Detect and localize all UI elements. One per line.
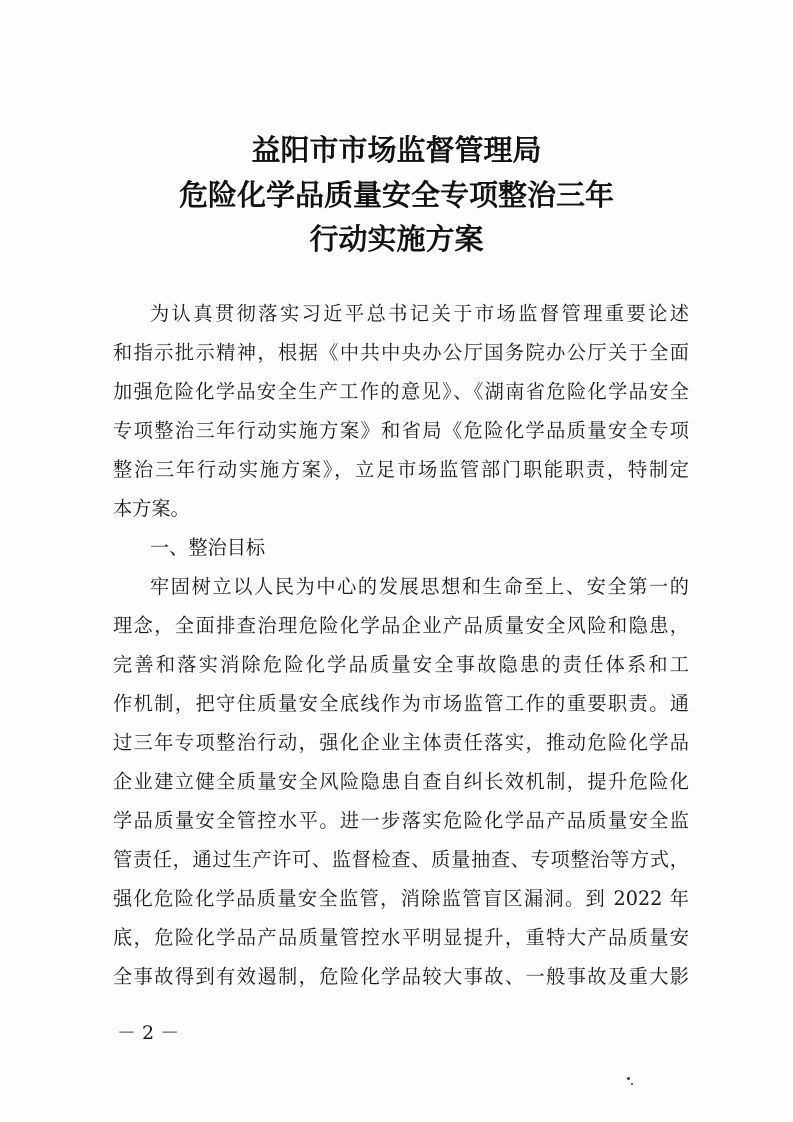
body-line: 学品质量安全管控水平。进一步落实危险化学品产品质量安全监 xyxy=(113,809,689,832)
scan-speck xyxy=(627,1077,630,1080)
intro-line: 本方案。 xyxy=(113,497,190,520)
title-line-2: 危险化学品质量安全专项整治三年 xyxy=(178,178,614,212)
body-line: 管责任，通过生产许可、监督检查、质量抽查、专项整治等方式， xyxy=(113,848,689,871)
body-line: 牢固树立以人民为中心的发展思想和生命至上、安全第一的 xyxy=(150,575,689,598)
intro-line: 整治三年行动实施方案》，立足市场监管部门职能职责，特制定 xyxy=(113,458,689,481)
body-line: 企业建立健全质量安全风险隐患自查自纠长效机制，提升危险化 xyxy=(113,770,689,793)
title-line-1: 益阳市市场监督管理局 xyxy=(251,133,542,167)
body-line: 作机制，把守住质量安全底线作为市场监管工作的重要职责。通 xyxy=(113,692,689,715)
title-line-3: 行动实施方案 xyxy=(309,222,484,256)
section-heading: 一、整治目标 xyxy=(150,536,266,559)
body-line: 底，危险化学品产品质量管控水平明显提升，重特大产品质量安 xyxy=(113,926,689,949)
body-line: 过三年专项整治行动，强化企业主体责任落实，推动危险化学品 xyxy=(113,731,689,754)
body-line: 强化危险化学品质量安全监管，消除监管盲区漏洞。到 2022 年 xyxy=(113,887,689,910)
page-number: － 2 － xyxy=(117,1022,180,1044)
scan-speck xyxy=(631,1083,633,1085)
intro-line: 加强危险化学品安全生产工作的意见》、《湖南省危险化学品安全 xyxy=(113,380,689,403)
body-line: 完善和落实消除危险化学品质量安全事故隐患的责任体系和工 xyxy=(113,653,689,676)
intro-line: 和指示批示精神，根据《中共中央办公厅国务院办公厅关于全面 xyxy=(113,341,689,364)
body-line: 理念，全面排查治理危险化学品企业产品质量安全风险和隐患， xyxy=(113,614,689,637)
body-line: 全事故得到有效遏制，危险化学品较大事故、一般事故及重大影 xyxy=(113,965,689,988)
intro-line: 专项整治三年行动实施方案》和省局《危险化学品质量安全专项 xyxy=(113,419,689,442)
intro-line: 为认真贯彻落实习近平总书记关于市场监督管理重要论述 xyxy=(150,302,689,325)
